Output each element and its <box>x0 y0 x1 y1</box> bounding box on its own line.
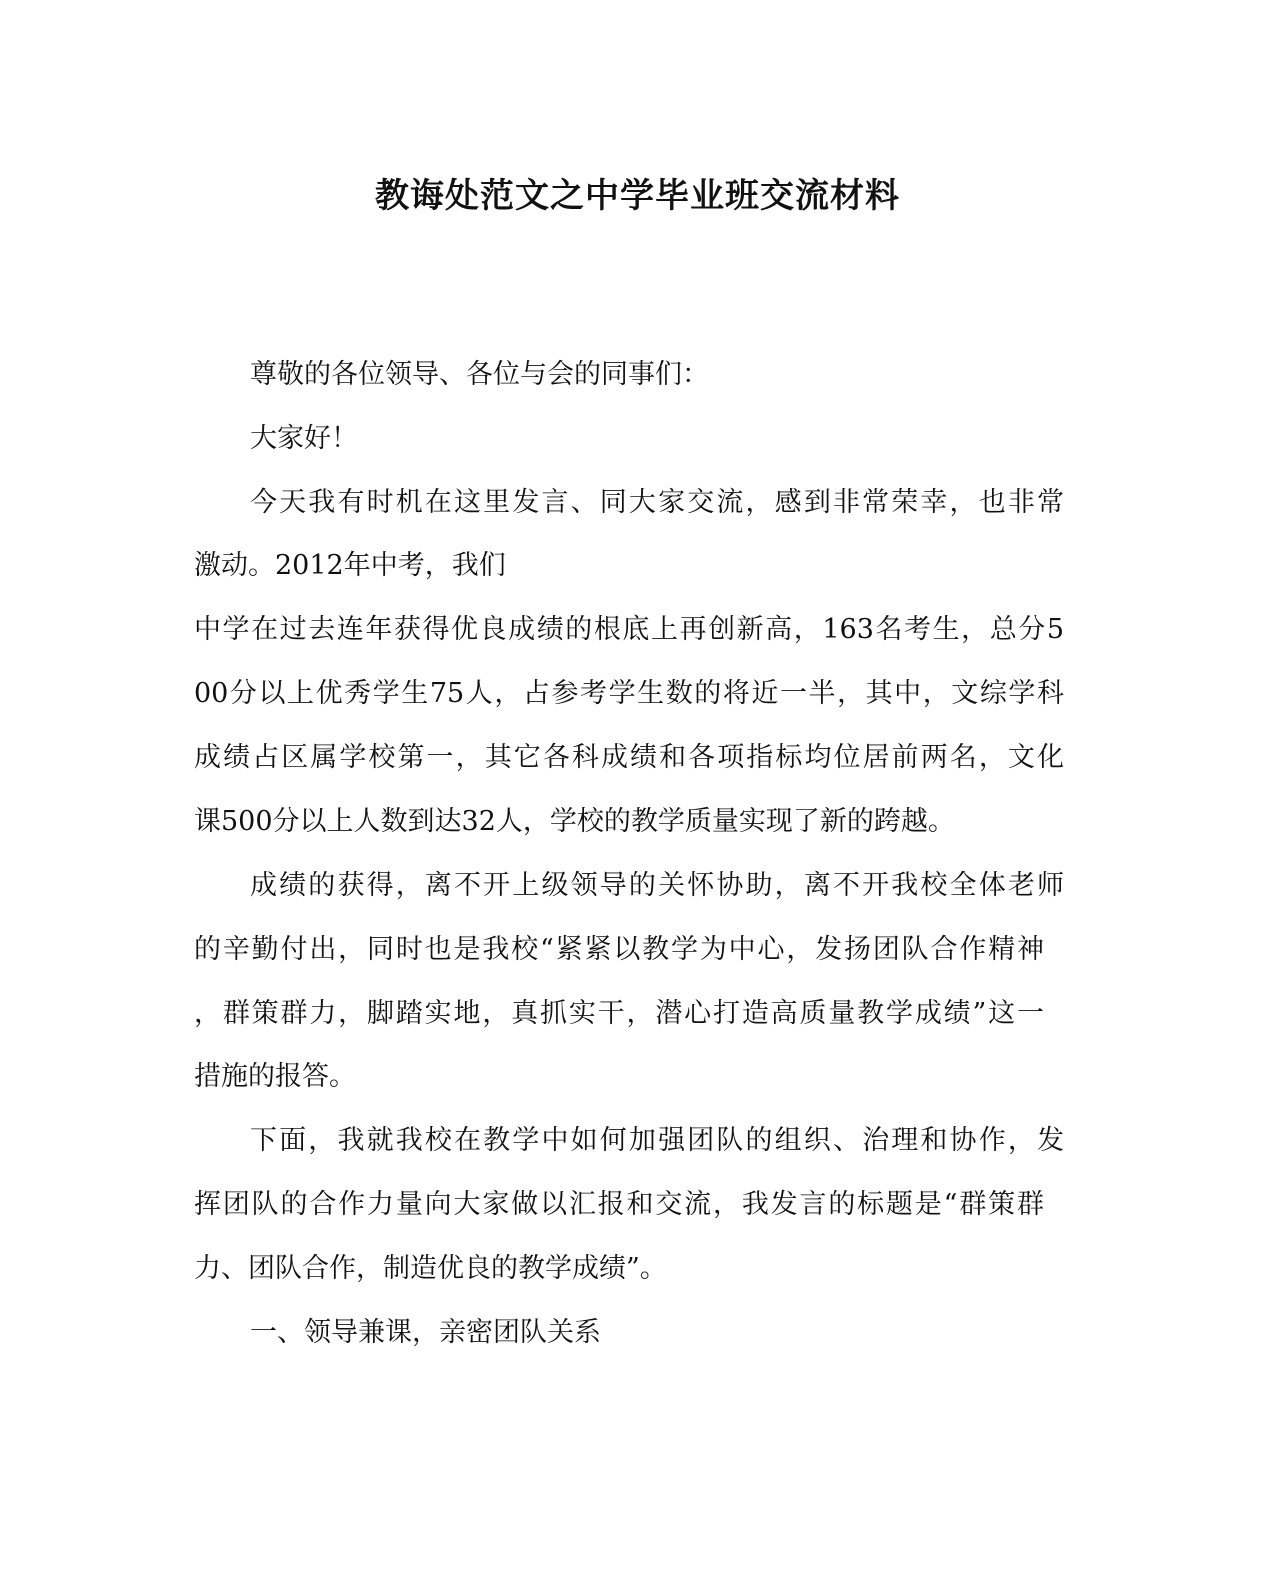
salutation-line: 尊敬的各位领导、各位与会的同事们： <box>250 359 709 390</box>
greeting-line: 大家好！ <box>250 423 358 454</box>
paragraph-1-line-4: 00分以上优秀学生75人，占参考学生数的将近一半，其中，文综学科 <box>194 678 1064 709</box>
paragraph-2-line-4: 措施的报答。 <box>194 1061 356 1092</box>
section-heading-1: 一、领导兼课，亲密团队关系 <box>250 1317 601 1348</box>
paragraph-1-line-2: 激动。2012年中考，我们 <box>194 550 506 581</box>
paragraph-3-line-1: 下面，我就我校在教学中如何加强团队的组织、治理和协作，发 <box>250 1125 1064 1156</box>
paragraph-3-line-2: 挥团队的合作力量向大家做以汇报和交流，我发言的标题是“群策群 <box>194 1189 1044 1220</box>
paragraph-1-line-1: 今天我有时机在这里发言、同大家交流，感到非常荣幸，也非常 <box>250 487 1064 518</box>
paragraph-1-line-3: 中学在过去连年获得优良成绩的根底上再创新高，163名考生，总分5 <box>194 614 1064 645</box>
paragraph-2-line-3: ，群策群力，脚踏实地，真抓实干，潜心打造高质量教学成绩”这一 <box>194 998 1044 1029</box>
paragraph-1-line-5: 成绩占区属学校第一，其它各科成绩和各项指标均位居前两名，文化 <box>194 742 1064 773</box>
paragraph-3-line-3: 力、团队合作，制造优良的教学成绩”。 <box>194 1253 667 1284</box>
paragraph-2-line-2: 的辛勤付出，同时也是我校“紧紧以教学为中心，发扬团队合作精神 <box>194 934 1044 965</box>
document-title: 教诲处范文之中学毕业班交流材料 <box>375 176 900 216</box>
paragraph-2-line-1: 成绩的获得，离不开上级领导的关怀协助，离不开我校全体老师 <box>250 870 1064 901</box>
paragraph-1-line-6: 课500分以上人数到达32人，学校的教学质量实现了新的跨越。 <box>194 806 955 837</box>
